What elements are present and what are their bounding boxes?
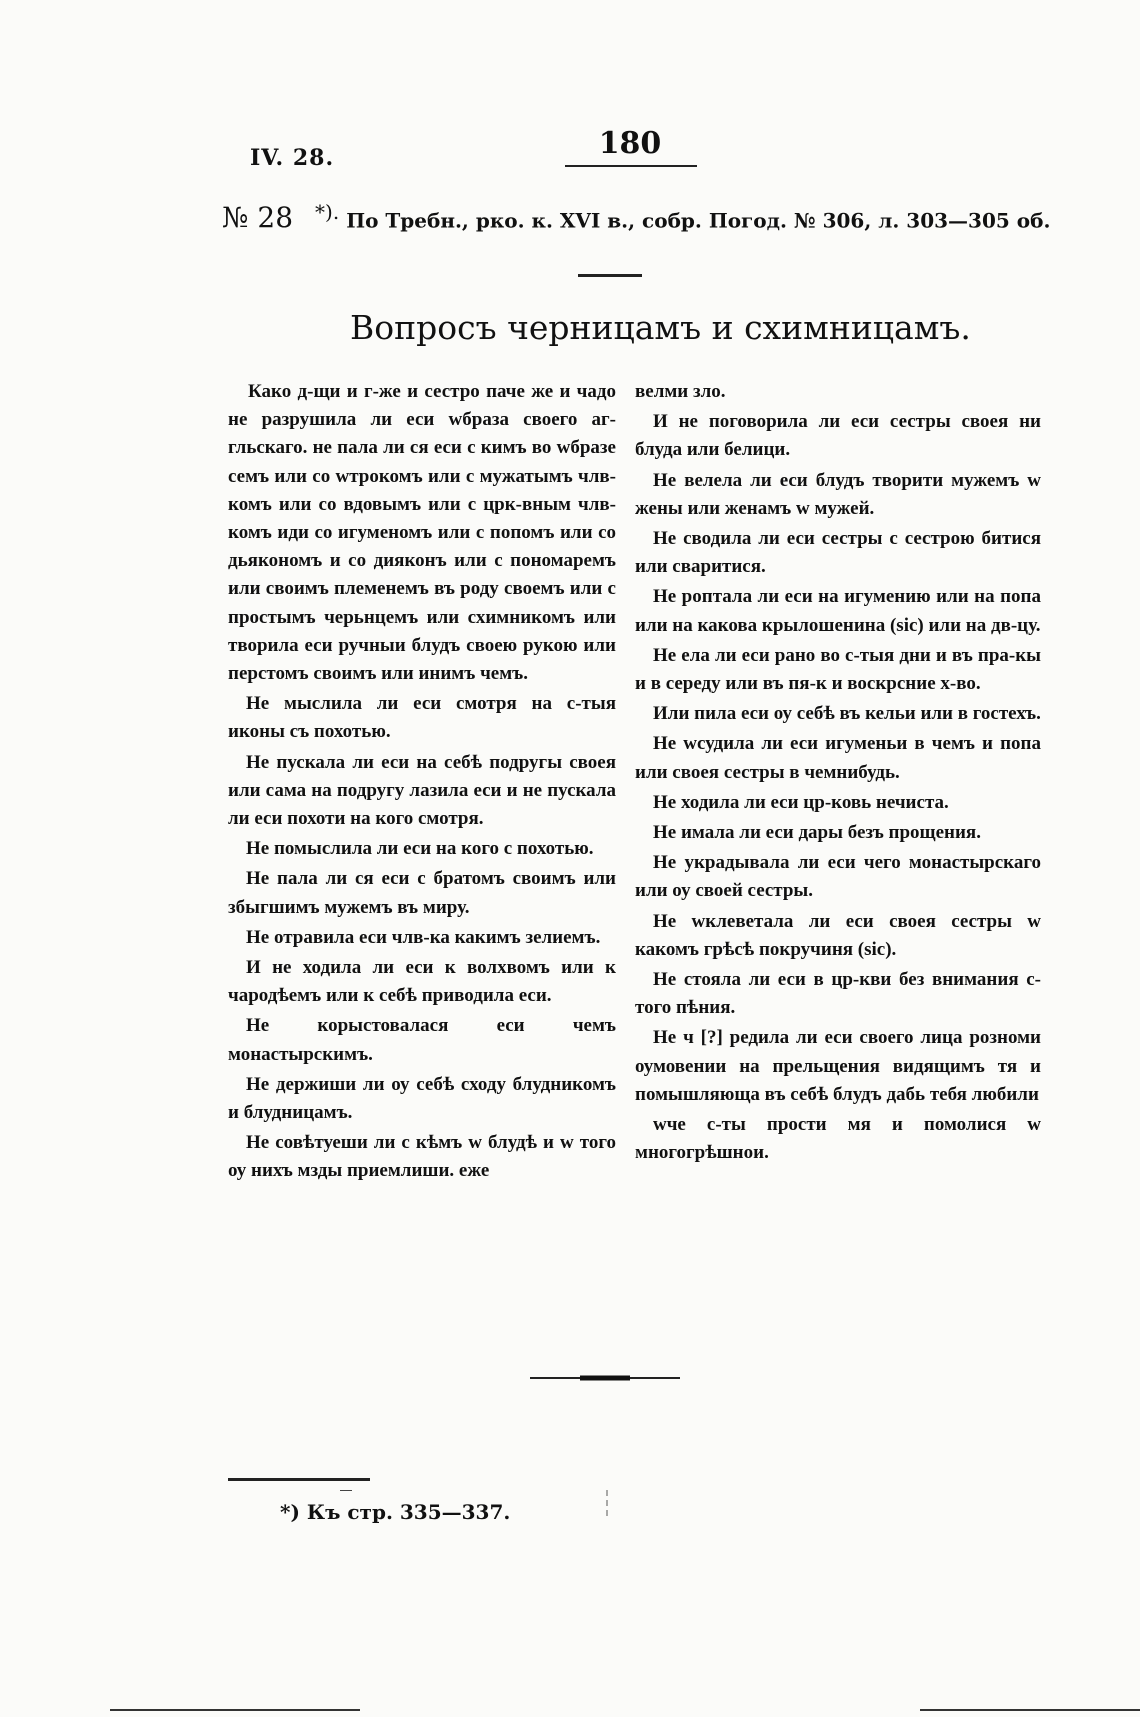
paragraph: Не wклеветала ли еси своея сестры w какомъ грѣсѣ покручиня (sic). [635,910,1041,960]
paragraph: Не корыстовалася еси чемъ монастырскимъ. [228,1015,616,1065]
document-title: Вопросъ черницамъ и схимницамъ. [350,308,971,347]
source-description: По Требн., рко. к. XVI в., собр. Погод. № 306, л. 303—305 об. [346,208,1051,233]
paragraph: велми зло. [635,381,726,402]
document-number: № 28 [222,201,294,235]
paragraph: Не роптала ли еси на игумению или на попа или на какова крылошенина (sic) или на дв-цу. [635,586,1041,636]
paragraph: Не wсудила ли еси игуменьи в чемъ и попа или своея сестры в чемнибудь. [635,733,1041,783]
margin-mark [606,1490,608,1520]
paragraph: Не отравила еси члв-ка какимъ зелиемъ. [246,926,601,948]
paragraph: И не поговорила ли еси сестры своея ни блуда или белици. [635,411,1041,461]
left-column [228,378,616,1188]
source-citation [222,200,1051,235]
footnote: *) Къ стр. 335—337. [280,1500,511,1524]
scan-edge [0,1700,1140,1717]
paragraph: Не велела ли еси блудъ творити мужемъ w жены или женамъ w мужей. [635,469,1041,519]
paragraph: Или пила еси оу себѣ въ кельи или в гостехъ. [653,703,1041,725]
paragraph: Не помыслила ли еси на кого с похотью. [246,838,594,860]
page-number-rule [565,165,697,167]
paragraph: Не пала ли ся еси с братомъ своимъ или збыгшимъ мужемъ въ миру. [228,868,616,918]
title-separator [578,274,642,277]
page-number: 180 [598,126,662,161]
section-reference: IV. 28. [250,145,335,171]
paragraph: Не пускала ли еси на себѣ подругы своея или сама на подругу лазила еси и не пускала ли еси похоти на кого смотря. [228,751,616,830]
paragraph: Не ходила ли еси цр-ковь нечиста. [653,791,949,813]
paragraph: wче с-ты прости мя и помолися w многогрѣшнои. [635,1114,1041,1164]
footnote-rule [228,1478,370,1481]
end-ornament [530,1375,680,1381]
right-column [635,378,1041,1169]
paragraph: Не ела ли еси рано во с-тыя дни и въ пра-кы и в середу или въ пя-к и воскрсние х-во. [635,644,1041,695]
paragraph: Не украдывала ли еси чего монастырскаго или оу своей сестры. [635,852,1041,902]
footnote-dash [340,1490,352,1491]
paragraph: И не ходила ли еси к волхвомъ или к чародѣемъ или к себѣ приводила еси. [228,957,616,1007]
paragraph: Не стояла ли еси в цр-кви без внимания с-того пѣния. [635,969,1041,1019]
paragraph: Како д-щи и г-же и сестро паче же и чадо не разрушила ли еси wбраза своего аг-гльскаго. не пала ли ся еси с кимъ во wбразе семъ или со wтрокомъ или с мужатымъ члв-комъ или со вдовымъ или с црк-вным члв-комъ иди со игуменомъ или с попомъ или со дьякономъ и со дияконъ или с пономаремъ или своимъ племенемъ въ роду своемъ или с простымъ черьнцемъ или схимникомъ или творила еси ручныи блудъ своею рукою или перстомъ своимъ или инимъ чемъ. [228,381,616,685]
paragraph: Не совѣтуеши ли с кѣмъ w блудѣ и w того оу нихъ мзды приемлиши. еже [228,1132,616,1182]
paragraph: Не имала ли еси дары безъ прощения. [653,822,981,844]
footnote-marker: *). [315,200,340,224]
paragraph: Не сводила ли еси сестры с сестрою битися или сваритися. [635,528,1041,578]
paragraph: Не держиши ли оу себѣ сходу блудникомъ и блудницамъ. [228,1073,616,1124]
paragraph: Не ч [?] редила ли еси своего лица розноми оумовении на прельщения видящимъ тя и помышляюща въ себѣ блудъ дабь тебя любили [635,1027,1041,1105]
paragraph: Не мыслила ли еси смотря на с-тыя иконы съ похотью. [228,693,616,743]
